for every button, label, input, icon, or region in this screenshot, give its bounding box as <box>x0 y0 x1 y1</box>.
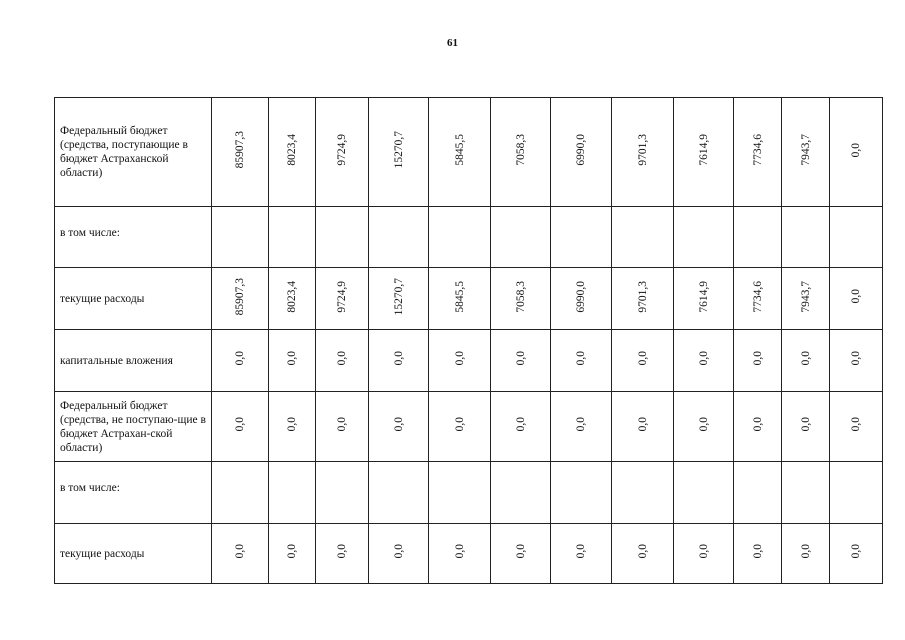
table-cell <box>830 524 883 584</box>
table-cell <box>316 98 369 207</box>
table-cell <box>551 392 612 462</box>
cell-value: 0,0 <box>799 544 812 559</box>
cell-value: 7614,9 <box>697 134 710 166</box>
cell-value: 7943,7 <box>799 280 812 313</box>
cell-value: 9701,3 <box>636 280 649 313</box>
table-cell <box>782 98 830 207</box>
table-cell <box>491 330 551 392</box>
table-cell <box>429 392 491 462</box>
table-cell <box>782 330 830 392</box>
table-cell <box>269 462 316 524</box>
table-row <box>55 524 883 584</box>
row-label: в том числе: <box>55 207 212 268</box>
cell-value: 0,0 <box>850 417 862 432</box>
cell-value: 0,0 <box>514 417 527 432</box>
table-cell <box>269 330 316 392</box>
table-cell <box>429 462 491 524</box>
table-cell <box>830 268 883 330</box>
cell-value: 0,0 <box>392 417 405 432</box>
cell-value: 7058,3 <box>514 134 527 166</box>
cell-value: 0,0 <box>636 351 649 366</box>
table-cell <box>782 524 830 584</box>
table-cell <box>316 207 369 268</box>
cell-value: 0,0 <box>286 417 298 432</box>
row-label: Федеральный бюджет (средства, поступающие в бюджет Астраханской области) <box>55 98 212 207</box>
cell-value: 0,0 <box>850 289 862 304</box>
cell-value: 0,0 <box>336 544 348 559</box>
table-cell <box>429 524 491 584</box>
table-cell <box>674 462 734 524</box>
cell-value: 5845,5 <box>453 280 466 313</box>
table-cell <box>212 524 269 584</box>
cell-value: 0,0 <box>453 544 466 559</box>
table-cell <box>316 462 369 524</box>
table-cell <box>734 207 782 268</box>
table-cell <box>674 268 734 330</box>
table-cell <box>674 207 734 268</box>
cell-value: 7943,7 <box>799 134 812 166</box>
row-label: текущие расходы <box>55 524 212 584</box>
cell-value: 0,0 <box>453 351 466 366</box>
table-cell <box>491 392 551 462</box>
cell-value: 0,0 <box>575 351 587 366</box>
table-cell <box>830 392 883 462</box>
table-cell <box>674 524 734 584</box>
table-cell <box>830 98 883 207</box>
table-cell <box>369 98 429 207</box>
cell-value: 5845,5 <box>453 134 466 166</box>
cell-value: 0,0 <box>636 544 649 559</box>
cell-value: 0,0 <box>575 417 587 432</box>
table-cell <box>429 330 491 392</box>
table-cell <box>830 207 883 268</box>
cell-value: 0,0 <box>234 544 246 559</box>
table-cell <box>830 462 883 524</box>
table-cell <box>316 392 369 462</box>
cell-value: 85907,3 <box>234 277 246 316</box>
table-cell <box>612 330 674 392</box>
table-cell <box>551 207 612 268</box>
table-cell <box>316 330 369 392</box>
table-cell <box>269 524 316 584</box>
table-cell <box>782 392 830 462</box>
table-cell <box>612 268 674 330</box>
table-cell <box>429 268 491 330</box>
table-cell <box>212 392 269 462</box>
table-cell <box>369 524 429 584</box>
row-label: в том числе: <box>55 462 212 524</box>
table-cell <box>269 268 316 330</box>
table-cell <box>734 392 782 462</box>
cell-value: 7734,6 <box>751 134 764 166</box>
cell-value: 9724,9 <box>336 134 348 166</box>
table-cell <box>734 524 782 584</box>
cell-value: 15270,7 <box>392 277 405 316</box>
cell-value: 0,0 <box>751 544 764 559</box>
cell-value: 9724,9 <box>336 280 348 313</box>
cell-value: 6990,0 <box>575 280 587 313</box>
cell-value: 0,0 <box>234 417 246 432</box>
table-cell <box>316 268 369 330</box>
table-row <box>55 392 883 462</box>
table-cell <box>612 392 674 462</box>
page-number: 61 <box>447 37 458 49</box>
table-cell <box>674 98 734 207</box>
table-cell <box>212 268 269 330</box>
table-cell <box>734 268 782 330</box>
cell-value: 0,0 <box>751 417 764 432</box>
cell-value: 0,0 <box>514 544 527 559</box>
cell-value: 8023,4 <box>286 280 298 313</box>
cell-value: 0,0 <box>286 351 298 366</box>
table-cell <box>429 98 491 207</box>
cell-value: 0,0 <box>575 544 587 559</box>
cell-value: 7058,3 <box>514 280 527 313</box>
table-cell <box>551 330 612 392</box>
table-cell <box>316 524 369 584</box>
table-cell <box>734 462 782 524</box>
table-cell <box>491 524 551 584</box>
cell-value: 7734,6 <box>751 280 764 313</box>
table-cell <box>429 207 491 268</box>
cell-value: 0,0 <box>850 142 862 158</box>
table-cell <box>269 98 316 207</box>
table-cell <box>369 462 429 524</box>
cell-value: 0,0 <box>286 544 298 559</box>
table-cell <box>674 330 734 392</box>
table-cell <box>369 207 429 268</box>
table-cell <box>269 392 316 462</box>
table-cell <box>369 330 429 392</box>
cell-value: 0,0 <box>850 544 862 559</box>
cell-value: 0,0 <box>697 351 710 366</box>
cell-value: 9701,3 <box>636 134 649 166</box>
table-cell <box>491 268 551 330</box>
table-row <box>55 98 883 207</box>
cell-value: 0,0 <box>392 544 405 559</box>
cell-value: 6990,0 <box>575 134 587 166</box>
cell-value: 0,0 <box>514 351 527 366</box>
table-cell <box>734 330 782 392</box>
table-cell <box>551 98 612 207</box>
cell-value: 0,0 <box>453 417 466 432</box>
table-cell <box>269 207 316 268</box>
table-cell <box>734 98 782 207</box>
table-cell <box>491 98 551 207</box>
row-label: Федеральный бюджет (средства, не поступаю-щие в бюджет Астрахан-ской области) <box>55 392 212 462</box>
table-cell <box>369 392 429 462</box>
cell-value: 15270,7 <box>392 131 405 169</box>
cell-value: 0,0 <box>636 417 649 432</box>
cell-value: 8023,4 <box>286 134 298 166</box>
cell-value: 0,0 <box>799 351 812 366</box>
table-row <box>55 207 883 268</box>
table-cell <box>551 268 612 330</box>
cell-value: 0,0 <box>850 351 862 366</box>
row-label: текущие расходы <box>55 268 212 330</box>
cell-value: 0,0 <box>697 417 710 432</box>
table-row <box>55 462 883 524</box>
cell-value: 0,0 <box>234 351 246 366</box>
table-cell <box>551 462 612 524</box>
cell-value: 7614,9 <box>697 280 710 313</box>
table-cell <box>212 330 269 392</box>
table-cell <box>782 268 830 330</box>
table-row <box>55 330 883 392</box>
table-cell <box>612 462 674 524</box>
table-cell <box>782 462 830 524</box>
cell-value: 0,0 <box>392 351 405 366</box>
table-cell <box>830 330 883 392</box>
cell-value: 85907,3 <box>234 131 246 169</box>
cell-value: 0,0 <box>799 417 812 432</box>
table-cell <box>491 462 551 524</box>
table-cell <box>491 207 551 268</box>
table-cell <box>212 462 269 524</box>
budget-table <box>54 97 883 584</box>
table-cell <box>612 524 674 584</box>
cell-value: 0,0 <box>697 544 710 559</box>
row-label: капитальные вложения <box>55 330 212 392</box>
table-cell <box>551 524 612 584</box>
table-row <box>55 268 883 330</box>
table-cell <box>212 98 269 207</box>
table-cell <box>612 207 674 268</box>
table-cell <box>369 268 429 330</box>
cell-value: 0,0 <box>336 417 348 432</box>
cell-value: 0,0 <box>751 351 764 366</box>
table-cell <box>612 98 674 207</box>
table-body <box>55 98 883 584</box>
table-cell <box>782 207 830 268</box>
table-cell <box>674 392 734 462</box>
cell-value: 0,0 <box>336 351 348 366</box>
table-cell <box>212 207 269 268</box>
